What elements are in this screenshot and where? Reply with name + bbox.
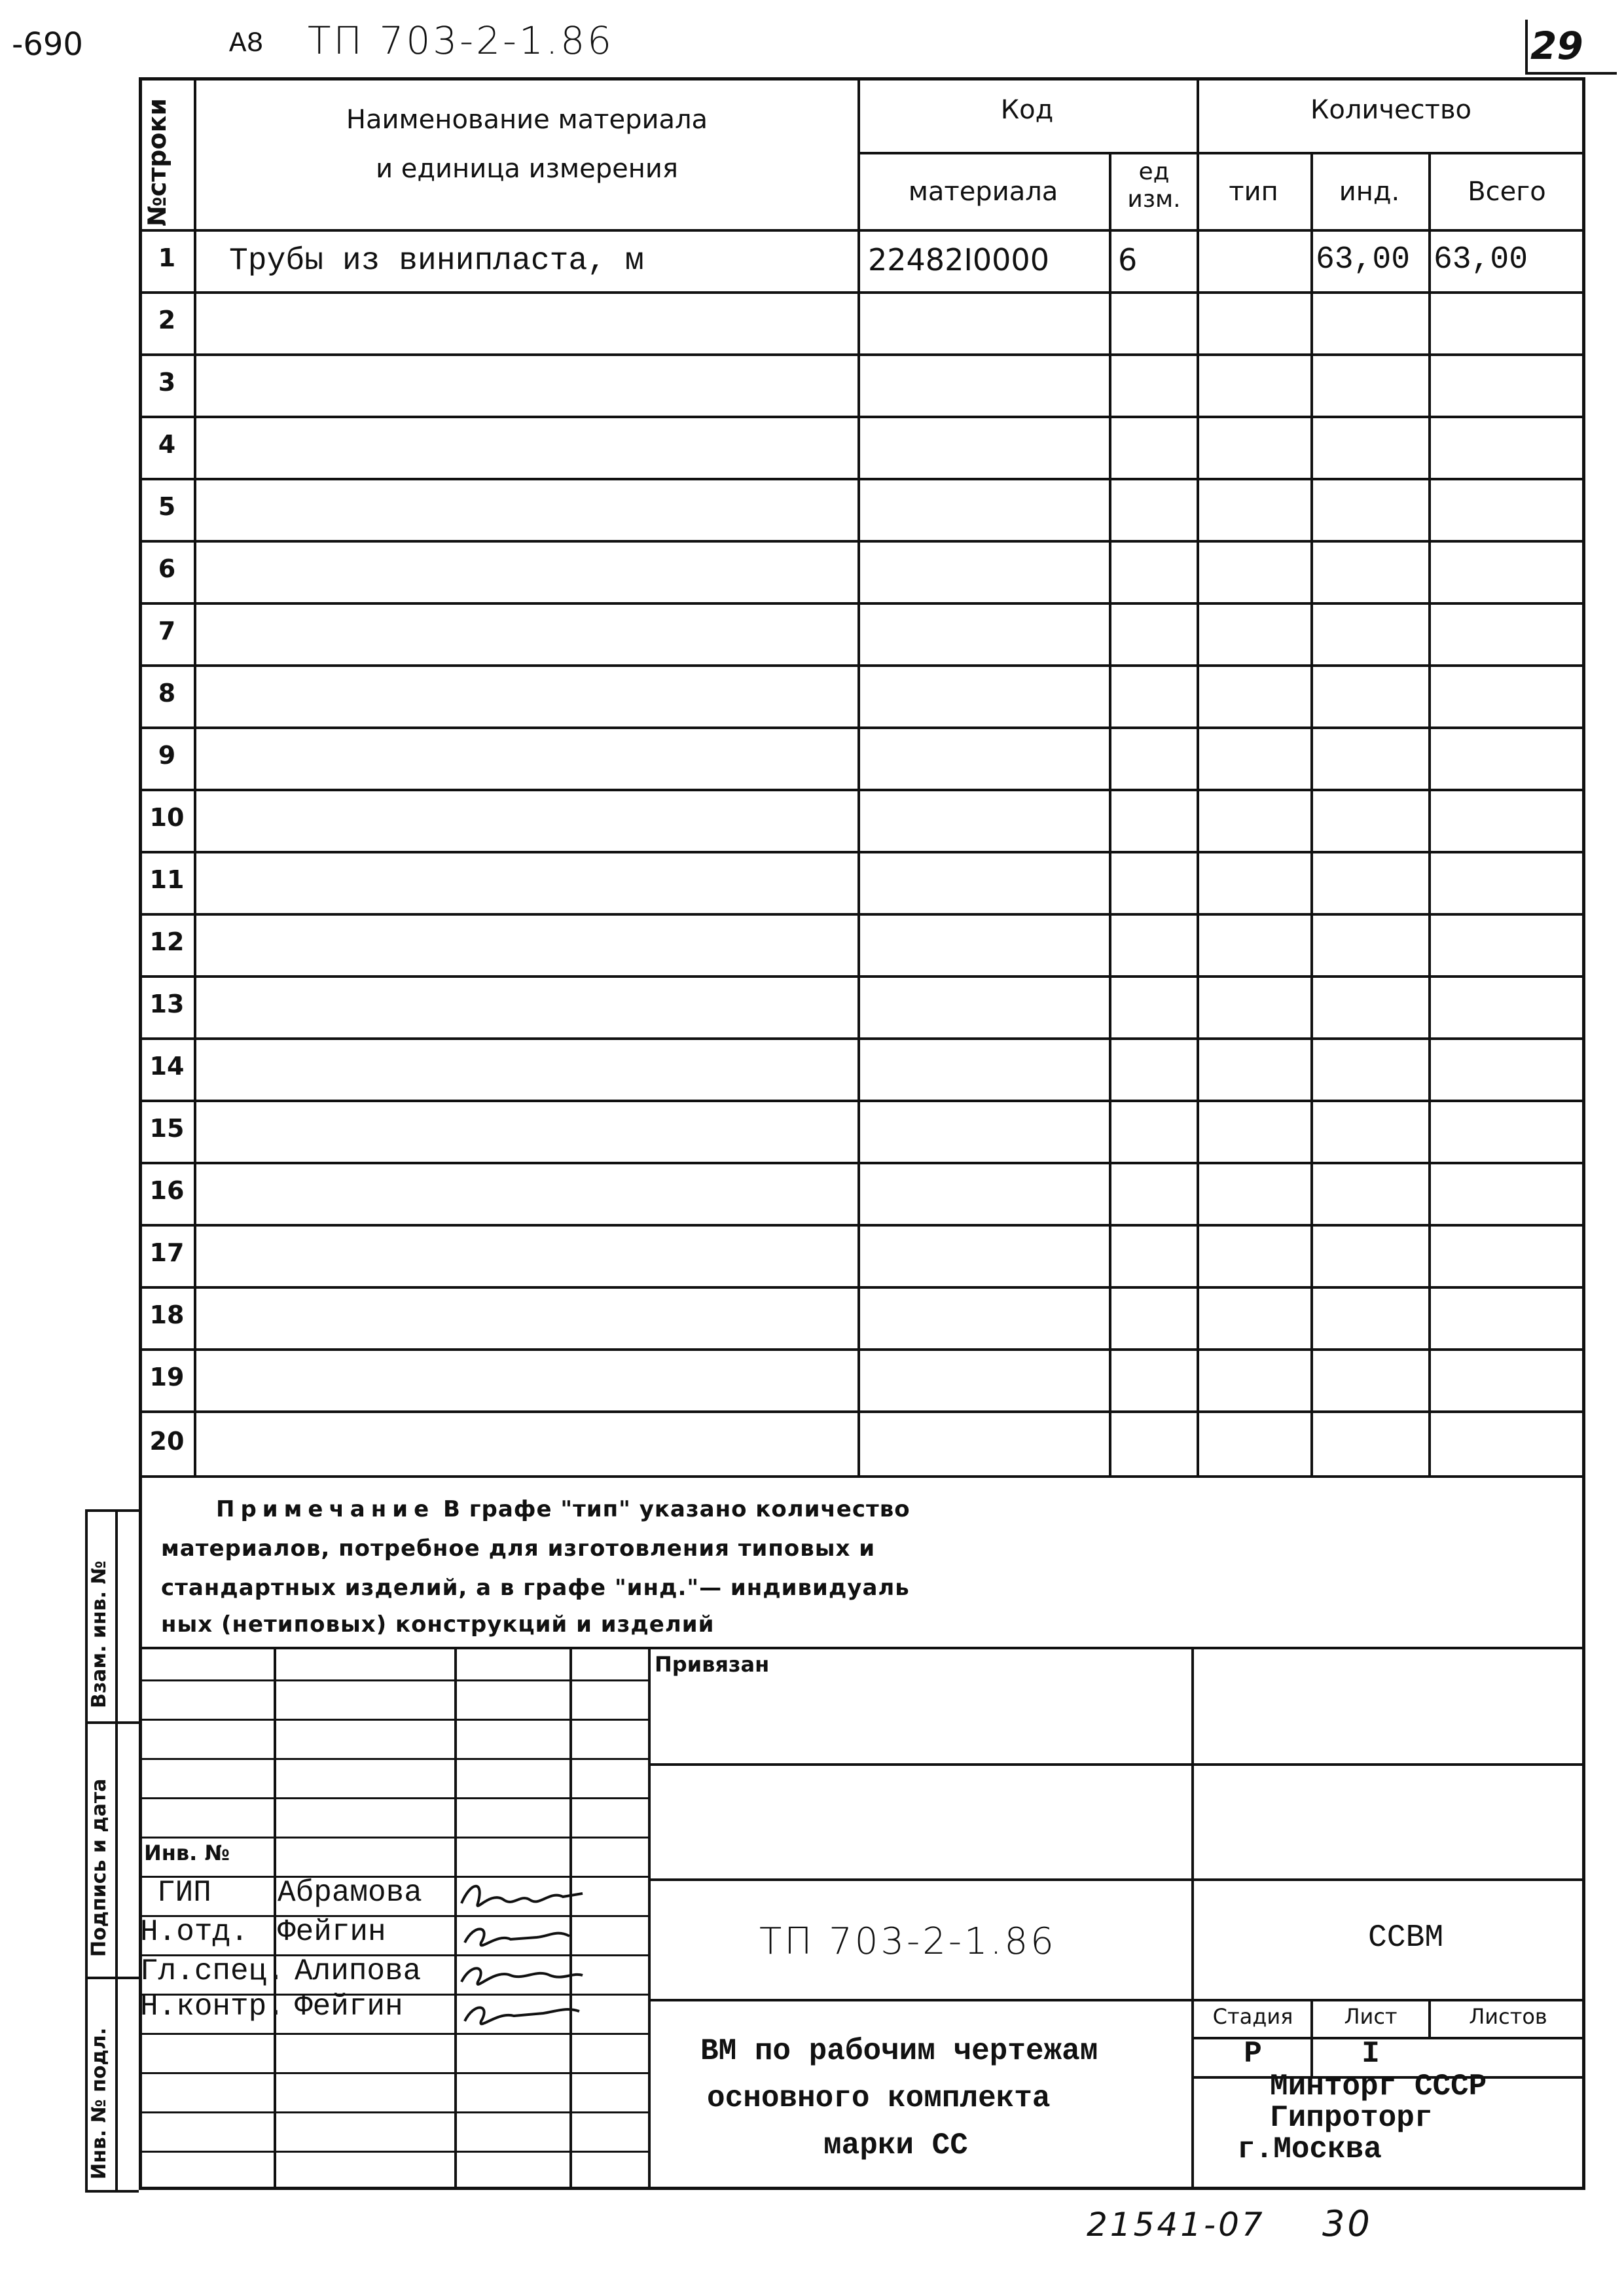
- bound-label: Привязан: [655, 1652, 770, 1677]
- note-line3: стандартных изделий, а в графе "инд."— индивидуаль: [161, 1575, 910, 1601]
- note-line2: материалов, потребное для изготовления типовых и: [161, 1535, 876, 1562]
- footer-sheet-number: 30: [1322, 2203, 1373, 2244]
- col-qty-group-header: Количество: [1310, 95, 1471, 125]
- row-line: [139, 353, 1585, 356]
- side-label-orig-inv: Инв. № подл.: [88, 2027, 111, 2179]
- row-number: 3: [158, 368, 176, 397]
- signer-role: ГИП: [157, 1876, 211, 1910]
- row-number: 19: [149, 1363, 185, 1391]
- row-number: 7: [158, 617, 176, 645]
- col-name-header-line1: Наименование материала: [346, 105, 708, 135]
- signer-role: Гл.спец.: [140, 1954, 285, 1988]
- col-qty-type-header: тип: [1229, 177, 1278, 207]
- row-number: 15: [149, 1114, 185, 1143]
- col-rownum-header: №строки: [143, 98, 171, 226]
- note-line1-text: В графе "тип" указано количество: [442, 1496, 911, 1522]
- archive-number: 21541-07: [1087, 2206, 1265, 2244]
- row-line: [139, 664, 1585, 667]
- row-number: 6: [158, 554, 176, 583]
- sheets-label: Листов: [1469, 2004, 1547, 2029]
- row-line: [139, 1100, 1585, 1102]
- col-qty-total-header: Всего: [1468, 177, 1546, 207]
- row-material-name: Трубы из винипласта, м: [229, 243, 644, 279]
- side-margin-line: [85, 1721, 139, 1724]
- stamp-title-line3: марки СС: [823, 2128, 968, 2162]
- left-number: -690: [12, 26, 83, 63]
- header-code: ТП 703-2-1.86: [308, 18, 615, 63]
- row-line: [139, 1348, 1585, 1351]
- signer-name: Фейгин: [278, 1915, 386, 1949]
- stage-value: Р: [1244, 2037, 1262, 2071]
- stamp-top-line: [139, 1647, 1585, 1649]
- grid-line: [1428, 152, 1431, 1475]
- row-number: 11: [149, 865, 185, 894]
- org-line2: Гипроторг: [1270, 2101, 1433, 2135]
- row-number: 2: [158, 306, 176, 334]
- stamp-doc-mark: ССВМ: [1368, 1920, 1444, 1956]
- row-line: [139, 478, 1585, 480]
- row-line: [139, 789, 1585, 791]
- stamp-line: [648, 1878, 1585, 1881]
- signer-name: Фейгин: [295, 1990, 403, 2024]
- row-number: 10: [149, 803, 185, 832]
- stamp-line: [1191, 1647, 1194, 2190]
- row-number: 14: [149, 1052, 185, 1081]
- row-qty-ind: 63,00: [1316, 242, 1411, 278]
- stamp-line: [648, 1763, 1585, 1766]
- org-line1: Минторг СССР: [1270, 2070, 1487, 2104]
- note-line4: ных (нетиповых) конструкций и изделий: [161, 1611, 715, 1638]
- stamp-line: [139, 2151, 648, 2153]
- sheet-value: I: [1362, 2037, 1380, 2071]
- stamp-line: [139, 1797, 648, 1799]
- stamp-line: [139, 1837, 648, 1839]
- signatures: [458, 1877, 589, 2034]
- org-line3: г.Москва: [1237, 2132, 1382, 2166]
- col-qty-ind-header: инд.: [1339, 177, 1400, 207]
- row-number: 5: [158, 492, 176, 521]
- side-margin-line: [115, 1509, 118, 2190]
- row-line: [139, 1475, 1585, 1478]
- row-number: 16: [149, 1176, 185, 1205]
- stamp-line: [274, 1647, 276, 2190]
- drawing-frame: [139, 77, 1585, 2190]
- sheet-label: Лист: [1344, 2004, 1398, 2029]
- row-line: [139, 1286, 1585, 1289]
- page-number-underline: [1525, 72, 1617, 75]
- signer-role: Н.отд.: [140, 1915, 249, 1949]
- grid-line: [857, 152, 1585, 154]
- grid-line: [1197, 77, 1199, 1475]
- grid-line: [1109, 152, 1111, 1475]
- row-line: [139, 602, 1585, 605]
- signer-name: Алипова: [295, 1954, 422, 1988]
- stamp-title-line2: основного комплекта: [707, 2081, 1051, 2115]
- row-number: 17: [149, 1238, 185, 1267]
- note-label: Примечание: [216, 1496, 435, 1522]
- side-label-replace-inv: Взам. инв. №: [88, 1560, 111, 1708]
- grid-line: [139, 229, 1585, 232]
- side-margin-line: [85, 1977, 139, 1979]
- row-line: [139, 291, 1585, 294]
- row-line: [139, 726, 1585, 729]
- stamp-line: [139, 1719, 648, 1721]
- col-name-header-line2: и единица измерения: [376, 154, 678, 184]
- stage-label: Стадия: [1212, 2004, 1293, 2029]
- row-line: [139, 1410, 1585, 1413]
- row-line: [139, 913, 1585, 916]
- side-margin-line: [85, 1509, 139, 1512]
- stamp-line: [139, 2111, 648, 2113]
- side-margin-line: [85, 2190, 139, 2193]
- stamp-line: [454, 1647, 457, 2190]
- side-label-sign-date: Подпись и дата: [88, 1778, 111, 1957]
- row-unit-code: 6: [1118, 242, 1138, 278]
- row-line: [139, 1224, 1585, 1227]
- col-code-unit-header: ед изм.: [1127, 158, 1181, 213]
- signer-role: Н.контр.: [140, 1990, 285, 2024]
- row-number: 1: [158, 243, 176, 272]
- stamp-title-line1: ВМ по рабочим чертежам: [700, 2034, 1098, 2068]
- row-number: 9: [158, 741, 176, 770]
- row-material-code: 22482I0000: [868, 242, 1049, 278]
- page-number: 29: [1530, 24, 1583, 68]
- row-line: [139, 1162, 1585, 1164]
- row-line: [139, 975, 1585, 978]
- row-number: 8: [158, 679, 176, 708]
- stamp-doc-code: ТП 703-2-1.86: [759, 1920, 1056, 1963]
- code-prefix: А8: [229, 27, 264, 60]
- stamp-line: [139, 1679, 648, 1681]
- row-qty-total: 63,00: [1434, 242, 1528, 278]
- row-number: 12: [149, 927, 185, 956]
- grid-line: [857, 77, 860, 1475]
- grid-line: [1310, 152, 1313, 1475]
- row-number: 13: [149, 990, 185, 1018]
- row-line: [139, 540, 1585, 543]
- row-line: [139, 851, 1585, 853]
- stamp-line: [139, 1758, 648, 1760]
- row-number: 20: [149, 1427, 185, 1456]
- row-line: [139, 1037, 1585, 1040]
- grid-line: [194, 77, 196, 1475]
- col-code-group-header: Код: [1000, 95, 1054, 125]
- inv-number-label: Инв. №: [144, 1840, 230, 1865]
- stamp-line: [648, 1999, 1585, 2001]
- stamp-line: [139, 2072, 648, 2074]
- signer-name: Абрамова: [278, 1876, 422, 1910]
- note-line1: [216, 1496, 911, 1522]
- col-code-material-header: материала: [908, 177, 1058, 207]
- row-number: 18: [149, 1300, 185, 1329]
- stamp-line: [648, 1647, 651, 2190]
- page-number-divider: [1525, 20, 1528, 72]
- row-line: [139, 416, 1585, 418]
- row-number: 4: [158, 430, 176, 459]
